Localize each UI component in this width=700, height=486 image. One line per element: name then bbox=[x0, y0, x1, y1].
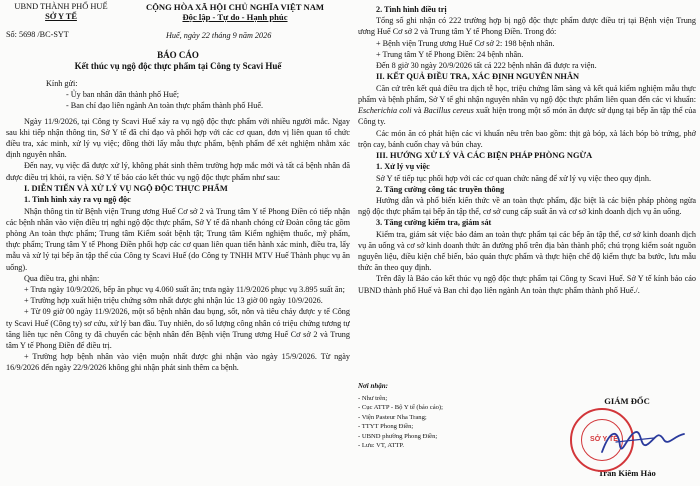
paragraph: Nhận thông tin từ Bệnh viện Trung ương Huế Cơ sở 2 và Trung tâm Y tế Phong Điền có tiếp nhận các bệnh nhân vào viện điều trị nghi ngộ độc thực phẩm, Sở Y tế đã nhanh chóng cử Đoàn công tác gồm phòng An toàn thực phẩm; Trung tâm Kiểm soát bệnh tật; Trung tâm Kiểm nghiệm thuốc, mỹ phẩm, thực phẩm; Trung tâm Y tế Phong Điền phối hợp các cơ quan liên quan tiến hành xác minh, điều tra, lấy mẫu và xử lý tại bếp ăn tập thể của Công ty Scavi Huế (do Công ty TNHH MTV Huế Thành phục vụ ăn uống). bbox=[6, 206, 350, 272]
recipients-list-item: - Như trên; bbox=[358, 395, 388, 402]
document-number: Số: 5698 /BC-SYT bbox=[6, 30, 69, 39]
paragraph: Đến 8 giờ 30 ngày 20/9/2026 tất cả 222 bệnh nhân đã được ra viện. bbox=[376, 61, 597, 71]
stamp-text: SỞ Y TẾ bbox=[590, 436, 618, 443]
title-subject: Kết thúc vụ ngộ độc thực phẩm tại Công ty Scavi Huế bbox=[74, 61, 282, 71]
paragraph: Kiểm tra, giám sát việc bảo đảm an toàn thực phẩm tại các bếp ăn tập thể, cơ sở kinh doanh dịch vụ ăn uống và cơ sở kinh doanh thức ăn đường phố trên địa bàn thành phố; chú trọng kiểm soát nguồn nguyên liệu, điều kiện chế biến, bảo quản thực phẩm và thực hiện chế độ kiểm thực ba bước, lưu mẫu thức ăn theo quy định. bbox=[358, 229, 696, 273]
paragraph: Trên đây là Báo cáo kết thúc vụ ngộ độc thực phẩm tại Công ty Scavi Huế. Sở Y tế kính báo cáo UBND thành phố Huế và Ban chỉ đạo liên ngành An toàn thực phẩm thành phố Huế./. bbox=[358, 274, 696, 295]
paragraph: Ngày 11/9/2026, tại Công ty Scavi Huế xảy ra vụ ngộ độc thực phẩm với nhiều người mắc. Ngay sau khi tiếp nhận thông tin, Sở Y tế đã chỉ đạo và phối hợp với các cơ quan, đơn vị liên quan tổ chức điều tra, xác minh, xử lý vụ việc; đồng thời lấy mẫu thực phẩm, bệnh phẩm để xét nghiệm nhằm xác định nguyên nhân. bbox=[6, 116, 350, 160]
title-type: BÁO CÁO bbox=[157, 50, 199, 60]
right-body bbox=[358, 4, 696, 296]
recipients-label: Kính gửi: bbox=[46, 79, 78, 88]
recipients-list-item: - Cục ATTP - Bộ Y tế (báo cáo); bbox=[358, 404, 443, 412]
subsection-heading: 2. Tình hình điều trị bbox=[376, 5, 447, 14]
handwritten-signature bbox=[598, 422, 688, 462]
recipient-2: - Ban chỉ đạo liên ngành An toàn thực phẩm thành phố Huế. bbox=[66, 101, 264, 111]
document-footer bbox=[358, 376, 696, 486]
section-heading: III. HƯỚNG XỬ LÝ VÀ CÁC BIỆN PHÁP PHÒNG NGỪA bbox=[376, 150, 593, 160]
subsection-heading: 1. Xử lý vụ việc bbox=[376, 162, 430, 172]
list-item: + Bệnh viện Trung ương Huế Cơ sở 2: 198 bệnh nhân. bbox=[376, 38, 555, 48]
recipients-list-item: - Lưu: VT, ATTP. bbox=[358, 442, 405, 450]
paragraph: Hướng dẫn và phổ biến kiến thức về an toàn thực phẩm, đặc biệt là các biện pháp phòng ngừa ngộ độc thực phẩm tại bếp ăn tập thể, cơ sở cung cấp suất ăn và cơ sở kinh doanh dịch vụ ăn uống. bbox=[358, 196, 696, 217]
subsection-heading: 2. Tăng cường công tác truyền thông bbox=[376, 184, 505, 194]
recipients-list-item: - Viện Pasteur Nha Trang; bbox=[358, 413, 427, 421]
subsection-heading: 1. Tình hình xảy ra vụ ngộ độc bbox=[24, 195, 131, 205]
left-body bbox=[6, 78, 350, 374]
text-span: và bbox=[411, 106, 424, 116]
section-heading: II. KẾT QUẢ ĐIỀU TRA, XÁC ĐỊNH NGUYÊN NHÂN bbox=[376, 72, 580, 82]
recipient-1: - Ủy ban nhân dân thành phố Huế; bbox=[66, 90, 180, 100]
subsection-heading: 3. Tăng cường kiểm tra, giám sát bbox=[376, 218, 492, 228]
national-motto bbox=[120, 2, 350, 22]
issuing-org: SỞ Y TẾ bbox=[45, 12, 77, 21]
right-column bbox=[358, 0, 696, 486]
document-title bbox=[6, 50, 350, 72]
motto: Độc lập - Tự do - Hạnh phúc bbox=[182, 12, 288, 22]
nation-name: CỘNG HÒA XÃ HỘI CHỦ NGHĨA VIỆT NAM bbox=[145, 2, 325, 12]
text-span: xuất hiện trong một số món ăn được sử dụng tại bếp ăn tập thể của Công ty. bbox=[358, 106, 696, 127]
recipients-list-item: - UBND phường Phong Điền; bbox=[358, 432, 438, 440]
signer-role: GIÁM ĐỐC bbox=[604, 396, 650, 406]
list-item: + Từ 09 giờ 00 ngày 11/9/2026, một số bệnh nhân đau bụng, sốt, nôn và tiêu chảy được y tế Công ty Scavi Huế (Công ty) sơ cứu, xử lý ban đầu. Tuy nhiên, do số lượng công nhân có triệu chứng tương tự tăng liên tục nên Công ty đã chuyển các bệnh nhân đến Bệnh viện Trung ương Huế Cơ sở 2 và Trung tâm Y tế Phong Điền để điều trị. bbox=[6, 307, 350, 350]
list-item: + Trung tâm Y tế Phong Điền: 24 bệnh nhân. bbox=[376, 49, 524, 59]
paragraph bbox=[358, 83, 696, 128]
paragraph: Các món ăn có phát hiện các vi khuẩn nêu trên bao gồm: thịt gà bóp, xà lách bóp bò trứng, phở trộn cay, bánh cuốn chay và bún chay. bbox=[358, 128, 696, 149]
list-item: + Trường hợp xuất hiện triệu chứng sớm nhất được ghi nhận lúc 13 giờ 00 ngày 10/9/2026. bbox=[24, 296, 323, 306]
paragraph: Đến nay, vụ việc đã được xử lý, không phát sinh thêm trường hợp mắc mới và tất cả bệnh nhân đã được điều trị khỏi, ra viện. Sở Y tế báo cáo kết thúc vụ ngộ độc thực phẩm như sau: bbox=[6, 161, 350, 182]
paragraph: Qua điều tra, ghi nhận: bbox=[24, 273, 100, 283]
parent-org: UBND THÀNH PHỐ HUẾ bbox=[14, 2, 108, 11]
section-heading: I. DIỄN TIẾN VÀ XỬ LÝ VỤ NGỘ ĐỘC THỰC PHẨM bbox=[24, 183, 228, 193]
signature-block bbox=[558, 396, 696, 478]
text-span: Căn cứ trên kết quả điều tra dịch tễ học, triệu chứng lâm sàng và kết quả kiểm nghiệm mẫu thực phẩm và bệnh phẩm, Sở Y tế ghi nhận nguyên nhân vụ ngộ độc thực phẩm liên quan đến các vi khuẩn: bbox=[358, 83, 696, 104]
recipients-list bbox=[358, 394, 518, 450]
recipients-list-item: - TTYT Phong Điền; bbox=[358, 423, 414, 431]
issuing-authority bbox=[6, 2, 116, 22]
recipients-list-title: Nơi nhận: bbox=[358, 382, 389, 390]
list-item: + Trưa ngày 10/9/2026, bếp ăn phục vụ 4.060 suất ăn; trưa ngày 11/9/2026 phục vụ 3.895 suất ăn; bbox=[24, 284, 345, 294]
signer-name: Trần Kiêm Hảo bbox=[598, 468, 656, 478]
paragraph: Tổng số ghi nhận có 222 trường hợp bị ngộ độc thực phẩm được điều trị tại Bệnh viện Trung ương Huế Cơ sở 2 và Trung tâm Y tế Phong Điền. Trong đó: bbox=[358, 16, 696, 37]
bacteria-name: Escherichia coli bbox=[358, 106, 412, 116]
left-column bbox=[6, 0, 350, 486]
document-date: Huế, ngày 22 tháng 9 năm 2026 bbox=[166, 31, 272, 40]
list-item: + Trường hợp bệnh nhân vào viện muộn nhất được ghi nhận vào ngày 15/9/2026. Từ ngày 16/9/2026 đến ngày 22/9/2026 không ghi nhận phát sinh thêm ca bệnh. bbox=[6, 352, 350, 373]
paragraph: Sở Y tế tiếp tục phối hợp với các cơ quan chức năng để xử lý vụ việc theo quy định. bbox=[376, 173, 652, 183]
bacteria-name: Bacillus cereus bbox=[423, 106, 474, 116]
